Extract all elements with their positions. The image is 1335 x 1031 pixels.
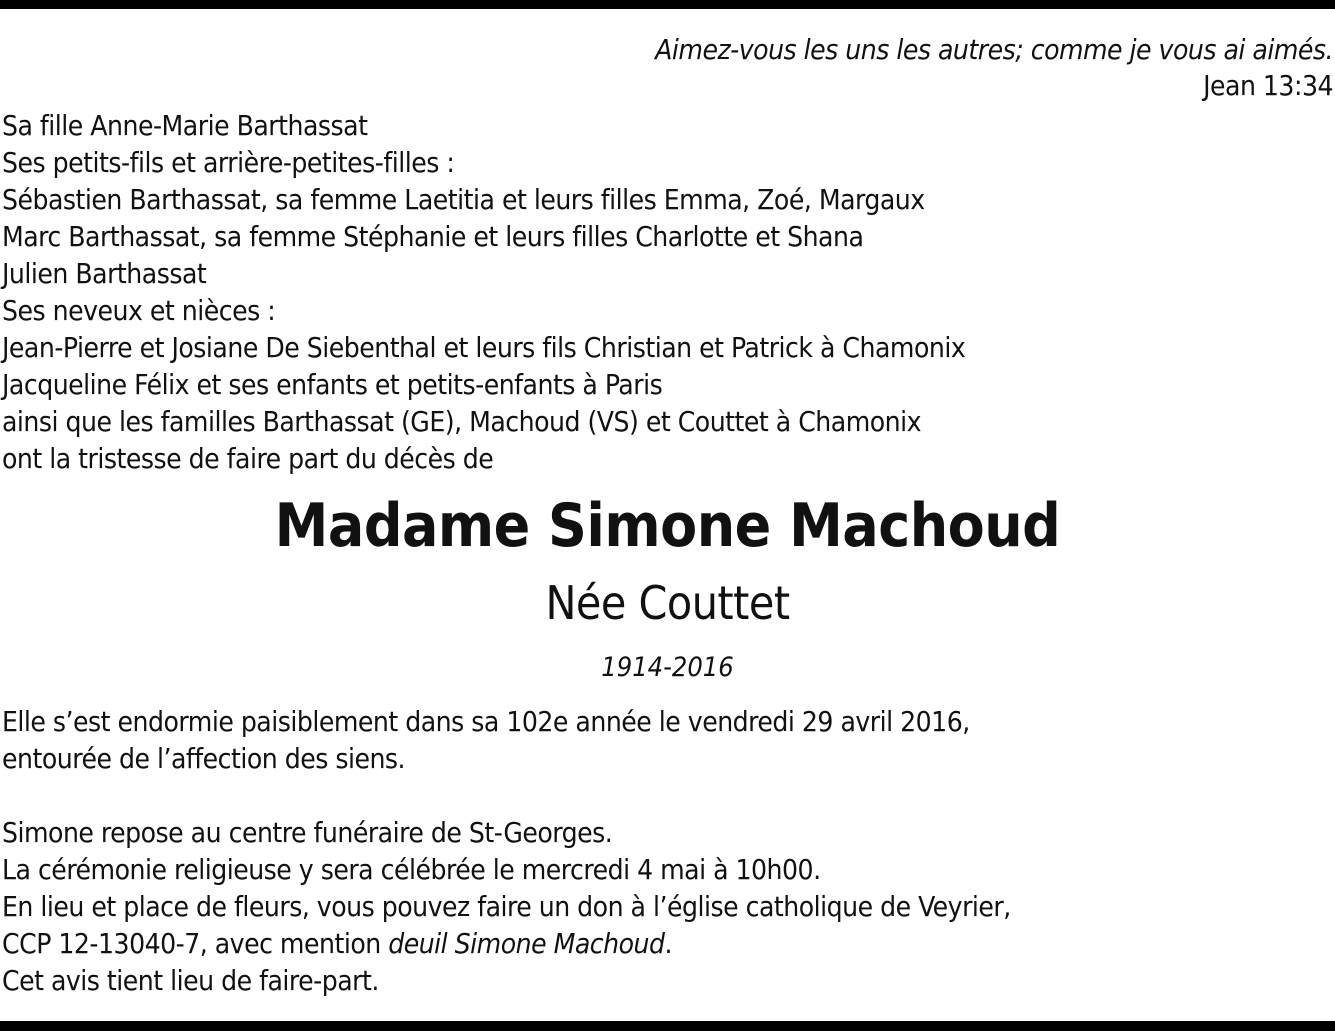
donation-mention-end: . bbox=[664, 927, 672, 960]
family-line: ainsi que les familles Barthassat (GE), Machoud (VS) et Couttet à Chamonix bbox=[2, 405, 922, 438]
family-list bbox=[2, 107, 965, 477]
arrangements-line: La cérémonie religieuse y sera célébrée le mercredi 4 mai à 10h00. bbox=[2, 853, 821, 886]
deceased-name: Madame Simone Machoud bbox=[274, 491, 1061, 561]
bottom-border-rule bbox=[0, 1021, 1335, 1031]
epigraph bbox=[655, 32, 1333, 104]
epigraph-text: Aimez-vous les uns les autres; comme je vous ai aimés. bbox=[655, 33, 1333, 66]
maiden-name: Née Couttet bbox=[545, 576, 790, 630]
family-line: Jean-Pierre et Josiane De Siebenthal et leurs fils Christian et Patrick à Chamonix bbox=[2, 331, 966, 364]
message-line: entourée de l’affection des siens. bbox=[2, 742, 406, 775]
family-line: Ses petits-fils et arrière-petites-filles : bbox=[2, 146, 455, 179]
message-line: Elle s’est endormie paisiblement dans sa 102e année le vendredi 29 avril 2016, bbox=[2, 705, 970, 738]
family-line: Sa fille Anne-Marie Barthassat bbox=[2, 109, 368, 142]
epigraph-reference: Jean 13:34 bbox=[1203, 69, 1333, 102]
life-years: 1914-2016 bbox=[601, 652, 734, 683]
arrangements-line: Cet avis tient lieu de faire-part. bbox=[2, 964, 379, 997]
paragraph-gap bbox=[2, 777, 1011, 814]
arrangements-line: Simone repose au centre funéraire de St-Georges. bbox=[2, 816, 613, 849]
family-line: Sébastien Barthassat, sa femme Laetitia et leurs filles Emma, Zoé, Margaux bbox=[2, 183, 925, 216]
donation-mention: deuil Simone Machoud bbox=[388, 927, 665, 960]
donation-account: CCP 12-13040-7, avec mention bbox=[2, 927, 389, 960]
donation-mention-line bbox=[2, 925, 1011, 962]
arrangements-line: En lieu et place de fleurs, vous pouvez faire un don à l’église catholique de Veyrier, bbox=[2, 890, 1011, 923]
family-line: Marc Barthassat, sa femme Stéphanie et leurs filles Charlotte et Shana bbox=[2, 220, 864, 253]
top-border-rule bbox=[0, 0, 1335, 9]
family-line: Julien Barthassat bbox=[2, 257, 207, 290]
family-line: Jacqueline Félix et ses enfants et petits-enfants à Paris bbox=[2, 368, 663, 401]
family-line: ont la tristesse de faire part du décès de bbox=[2, 442, 494, 475]
family-line: Ses neveux et nièces : bbox=[2, 294, 276, 327]
notice-body bbox=[2, 703, 1011, 999]
